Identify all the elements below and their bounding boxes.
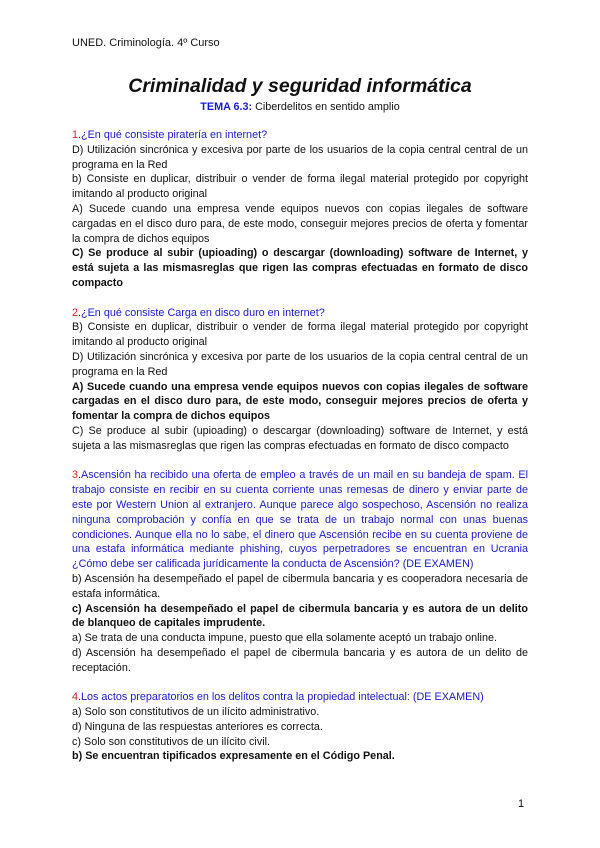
question-3: [72, 468, 528, 675]
answer-option: D) Utilización sincrónica y excesiva por parte de los usuarios de la copia central central de un programa en la Red: [72, 350, 528, 378]
question-number: 4: [72, 691, 79, 704]
page-header: UNED. Criminología. 4º Curso: [72, 37, 220, 49]
answer-option: c) Solo son constitutivos de un ilícito civil.: [72, 735, 271, 748]
question-title: [72, 128, 528, 143]
question-4: [72, 690, 528, 764]
question-number: 1: [72, 129, 79, 141]
question-1: [72, 128, 528, 291]
answer-option: B) Consiste en duplicar, distribuir o vender de forma ilegal material protegido por copyright imitando al producto original: [72, 321, 528, 349]
question-text: .¿En qué consiste Carga en disco duro en internet?: [78, 306, 325, 319]
question-title: [72, 306, 528, 321]
question-text: .¿En qué consiste piratería en internet?: [78, 129, 268, 141]
answer-option: A) Sucede cuando una empresa vende equipos nuevos con copias ilegales de software cargadas en el disco duro para, de este modo, conseguir mejores precios de oferta y fomentar la compra de dichos equipos: [72, 202, 528, 245]
question-list: [72, 128, 528, 779]
question-text: .Ascensión ha recibido una oferta de empleo a través de un mail en su bandeja de spam. El trabajo consiste en recibir en su cuenta corriente unas remesas de dinero y enviar parte de este por Western Union al extranjero. Aunque parece algo sospechoso, Ascensión no realiza ninguna comprobación y confía en que se trata de un trabajo normal con unas buenas condiciones. Aunque ella no lo sabe, el dinero que Ascensión recibe en su cuenta proviene de una estafa informática mediante phishing, cuyos perpetradores se encuentran en Ucrania ¿Cómo debe ser calificada jurídicamente la conducta de Ascensión? (DE EXAMEN): [72, 469, 528, 571]
correct-answer-option: C) Se produce al subir (upioading) o descargar (downloading) software de Internet, y está sujeta a las mismasreglas que rigen las compras efectuadas en formato de disco compacto: [72, 247, 528, 289]
correct-answer-option: A) Sucede cuando una empresa vende equipos nuevos con copias ilegales de software cargadas en el disco duro para, de este modo, conseguir mejores precios de oferta y fomentar la compra de dichos equipos: [72, 380, 528, 423]
answer-option: d) Ninguna de las respuestas anteriores es correcta.: [72, 720, 323, 733]
answer-option: C) Se produce al subir (upioading) o descargar (downloading) software de Internet, y está sujeta a las mismasreglas que rigen las compras efectuadas en formato de disco compacto: [72, 424, 528, 452]
question-number: 2: [72, 306, 79, 319]
document-subtitle: [0, 101, 600, 113]
answer-option: b) Consiste en duplicar, distribuir o vender de forma ilegal material protegido por copyright imitando al producto original: [72, 173, 528, 201]
correct-answer-option: b) Se encuentran tipificados expresamente en el Código Penal.: [72, 750, 395, 763]
answer-option: b) Ascensión ha desempeñado el papel de cibermula bancaria y es cooperadora necesaria de estafa informática.: [72, 572, 528, 600]
question-text: .Los actos preparatorios en los delitos contra la propiedad intelectual: (DE EXAMEN): [78, 691, 484, 704]
question-title: [72, 690, 528, 705]
topic-text: Ciberdelitos en sentido amplio: [252, 101, 400, 113]
answer-option: d) Ascensión ha desempeñado el papel de cibermula bancaria y es autora de un delito de receptación.: [72, 646, 528, 674]
page-number: 1: [518, 798, 525, 810]
answer-option: D) Utilización sincrónica y excesiva por parte de los usuarios de la copia central central de un programa en la Red: [72, 143, 528, 171]
document-title: Criminalidad y seguridad informática: [128, 75, 472, 97]
question-title: [72, 468, 528, 572]
answer-option: a) Se trata de una conducta impune, puesto que ella solamente aceptó un trabajo online.: [72, 632, 497, 645]
question-number: 3: [72, 469, 79, 482]
question-2: [72, 306, 528, 454]
answer-option: a) Solo son constitutivos de un ilícito administrativo.: [72, 706, 320, 719]
topic-label: TEMA 6.3:: [200, 101, 253, 113]
correct-answer-option: c) Ascensión ha desempeñado el papel de cibermula bancaria y es autora de un delito de blanqueo de capitales imprudente.: [72, 602, 528, 630]
